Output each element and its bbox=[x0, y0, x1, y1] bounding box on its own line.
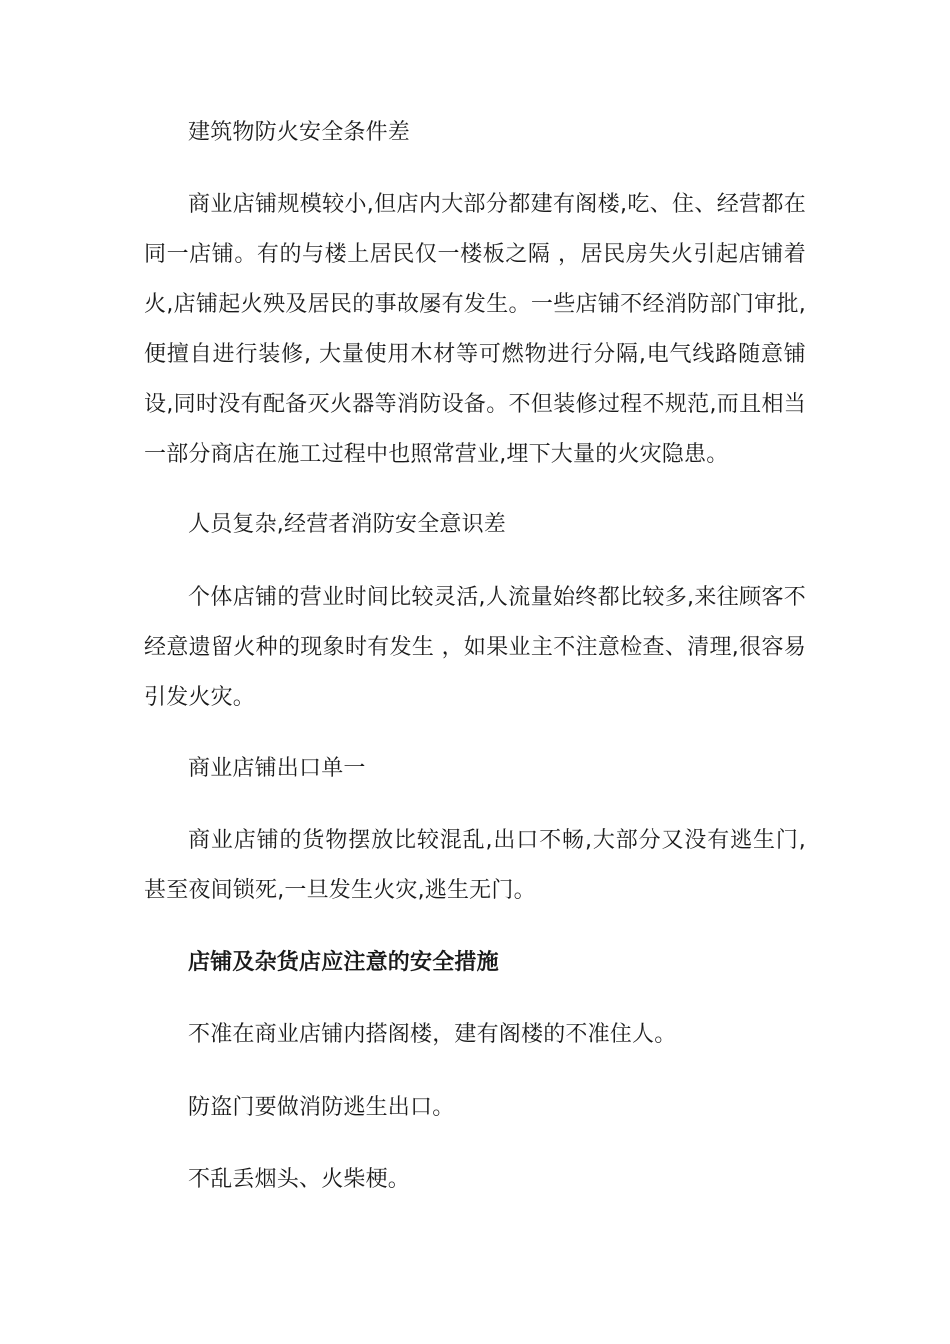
heading-personnel-complex: 人员复杂,经营者消防安全意识差 bbox=[188, 512, 506, 537]
paragraph-building-conditions: 商业店铺规模较小,但店内大部分都建有阁楼,吃、住、经营都在同一店铺。有的与楼上居民仅一楼板之隔 ，居民房失火引起店铺着火,店铺起火殃及居民的事故屡有发生。一些店铺不经消防部门审批,便擅自进行装修, 大量使用木材等可燃物进行分隔,电气线路随意铺设,同时没有配备灭火器等消防设备。不但装修过程不规范,而且相当一部分商店在施工过程中也照常营业,埋下大量的火灾隐患。 bbox=[144, 192, 806, 467]
measure-item-security-door: 防盗门要做消防逃生出口。 bbox=[188, 1095, 455, 1120]
measure-item-attic: 不准在商业店铺内搭阁楼，建有阁楼的不准住人。 bbox=[188, 1022, 677, 1047]
heading-building-fire-safety: 建筑物防火安全条件差 bbox=[188, 120, 411, 145]
heading-safety-measures: 店铺及杂货店应注意的安全措施 bbox=[188, 950, 499, 975]
paragraph-single-exit: 商业店铺的货物摆放比较混乱,出口不畅,大部分又没有逃生门,甚至夜间锁死,一旦发生火灾,逃生无门。 bbox=[144, 828, 806, 903]
paragraph-personnel: 个体店铺的营业时间比较灵活,人流量始终都比较多,来往顾客不经意遗留火种的现象时有发生 ，如果业主不注意检查、清理,很容易引发火灾。 bbox=[144, 585, 806, 710]
measure-item-cigarettes: 不乱丢烟头、火柴梗。 bbox=[188, 1167, 411, 1192]
heading-single-exit: 商业店铺出口单一 bbox=[188, 756, 366, 781]
